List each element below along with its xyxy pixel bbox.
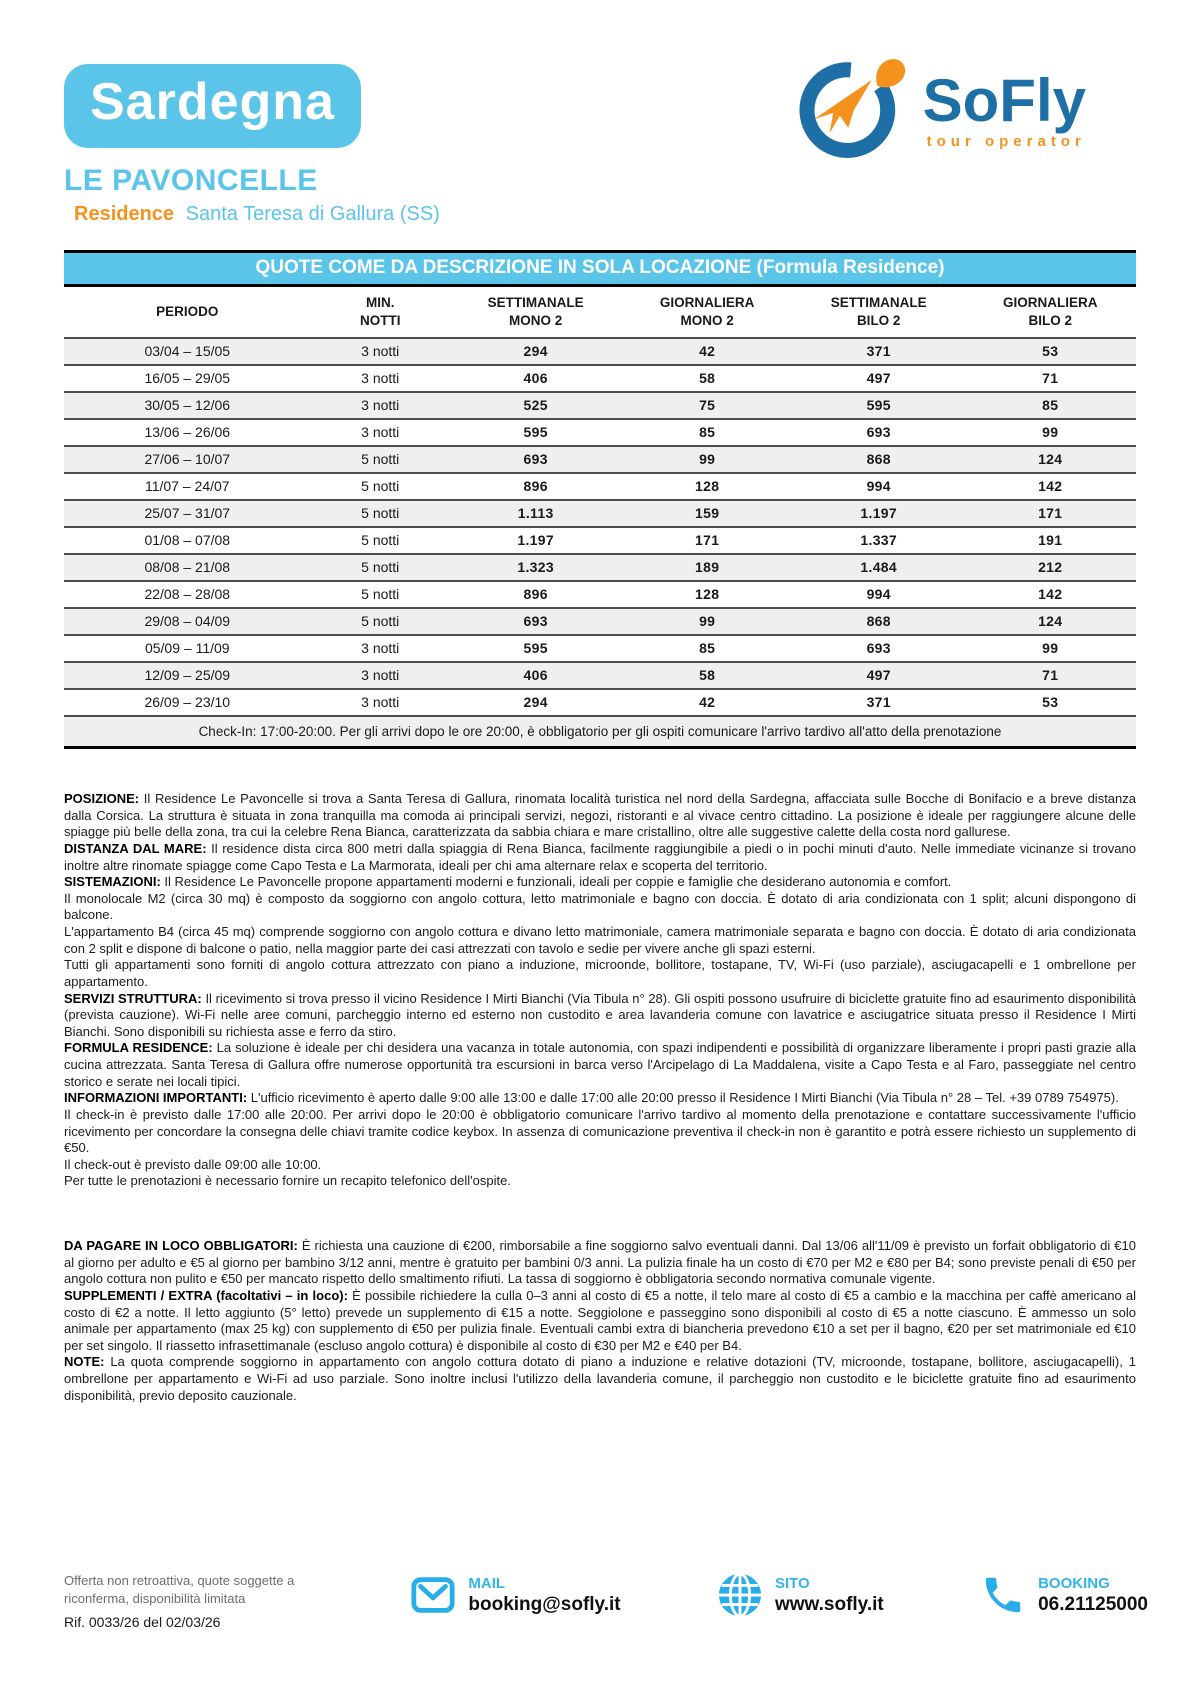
weekly-bilo2-cell: 371 <box>793 689 965 716</box>
weekly-bilo2-cell: 868 <box>793 446 965 473</box>
weekly-mono2-cell: 294 <box>450 338 622 365</box>
daily-bilo2-cell: 124 <box>964 446 1136 473</box>
site-value[interactable]: www.sofly.it <box>774 1593 884 1615</box>
description-paragraph: NOTE: La quota comprende soggiorno in appartamento con angolo cottura dotato di piano a induzione e relative dotazioni (TV, microonde, tostapane, bollitore, asciugacapelli), 1 ombrellone per appartamento e Wi-Fi ad uso parziale. Sono inoltre inclusi l'utilizzo della lavanderia comune, il parcheggio non custodito e le biciclette gratuite fino ad esaurimento disponibilità, previo deposito cauzionale. <box>64 1354 1136 1403</box>
property-subtitle <box>74 203 1136 226</box>
footer <box>64 1572 1148 1632</box>
daily-bilo2-cell: 99 <box>964 635 1136 662</box>
daily-mono2-cell: 189 <box>621 554 793 581</box>
period-cell: 12/09 – 25/09 <box>64 662 311 689</box>
weekly-mono2-cell: 294 <box>450 689 622 716</box>
description-paragraph: DISTANZA DAL MARE: Il residence dista circa 800 metri dalla spiaggia di Rena Bianca, facilmente raggiungibile a piedi o in pochi minuti d'auto. Nelle immediate vicinanze si trovano inoltre altre rinomate spiagge come Capo Testa e La Marmorata, ideali per chi ama alternare relax e scoperta del territorio. <box>64 840 1136 873</box>
contact-booking <box>980 1572 1148 1618</box>
weekly-bilo2-cell: 994 <box>793 581 965 608</box>
col-header-periodo: PERIODO <box>64 287 311 338</box>
description-paragraph: Il check-out è previsto dalle 09:00 alle 10:00. <box>64 1156 322 1172</box>
period-cell: 01/08 – 07/08 <box>64 527 311 554</box>
period-cell: 22/08 – 28/08 <box>64 581 311 608</box>
daily-mono2-cell: 58 <box>621 662 793 689</box>
weekly-mono2-cell: 1.197 <box>450 527 622 554</box>
daily-bilo2-cell: 171 <box>964 500 1136 527</box>
description-block-b <box>64 1238 1136 1404</box>
footer-note <box>64 1572 314 1632</box>
period-cell: 05/09 – 11/09 <box>64 635 311 662</box>
min-nights-cell: 3 notti <box>311 689 450 716</box>
table-row <box>64 338 1136 365</box>
daily-mono2-cell: 42 <box>621 338 793 365</box>
min-nights-cell: 5 notti <box>311 446 450 473</box>
logo-name: SoFly <box>922 67 1086 134</box>
property-type: Residence <box>74 203 175 225</box>
price-table <box>64 287 1136 749</box>
col-header-settimanale-mono2: SETTIMANALE MONO 2 <box>450 287 622 338</box>
offer-note: Offerta non retroattiva, quote soggette a riconferma, disponibilità limitata <box>64 1573 295 1606</box>
table-row <box>64 392 1136 419</box>
min-nights-cell: 5 notti <box>311 554 450 581</box>
weekly-bilo2-cell: 1.484 <box>793 554 965 581</box>
table-row <box>64 662 1136 689</box>
description-paragraph: SISTEMAZIONI: Il Residence Le Pavoncelle propone appartamenti moderni e funzionali, ideali per coppie e famiglie che desiderano autonomia e comfort. <box>64 874 952 890</box>
table-row <box>64 554 1136 581</box>
daily-bilo2-cell: 53 <box>964 689 1136 716</box>
daily-mono2-cell: 128 <box>621 581 793 608</box>
weekly-mono2-cell: 693 <box>450 446 622 473</box>
description-block-a <box>64 791 1136 1190</box>
table-row <box>64 365 1136 392</box>
daily-mono2-cell: 99 <box>621 446 793 473</box>
table-row <box>64 446 1136 473</box>
destination-badge <box>64 64 361 148</box>
contact-mail <box>410 1572 620 1618</box>
weekly-mono2-cell: 595 <box>450 419 622 446</box>
period-cell: 29/08 – 04/09 <box>64 608 311 635</box>
price-table-section <box>64 250 1136 749</box>
table-row <box>64 581 1136 608</box>
price-table-body <box>64 338 1136 716</box>
mail-label: MAIL <box>468 1574 506 1592</box>
description-paragraph: Tutti gli appartamenti sono forniti di angolo cottura attrezzato con piano a induzione, microonde, bollitore, tostapane, TV, Wi-Fi (uso parziale), asciugacapelli e 1 ombrellone per appartamento. <box>64 957 1136 989</box>
reference-number: Rif. 0033/26 del 02/03/26 <box>64 1614 221 1631</box>
table-row <box>64 635 1136 662</box>
property-name: LE PAVONCELLE <box>64 164 318 197</box>
period-cell: 26/09 – 23/10 <box>64 689 311 716</box>
daily-mono2-cell: 42 <box>621 689 793 716</box>
weekly-bilo2-cell: 1.337 <box>793 527 965 554</box>
min-nights-cell: 3 notti <box>311 365 450 392</box>
daily-mono2-cell: 58 <box>621 365 793 392</box>
period-cell: 13/06 – 26/06 <box>64 419 311 446</box>
weekly-mono2-cell: 595 <box>450 635 622 662</box>
weekly-bilo2-cell: 595 <box>793 392 965 419</box>
weekly-mono2-cell: 1.323 <box>450 554 622 581</box>
daily-mono2-cell: 171 <box>621 527 793 554</box>
col-header-min-notti: MIN. NOTTI <box>311 287 450 338</box>
description-paragraph: INFORMAZIONI IMPORTANTI: L'ufficio ricevimento è aperto dalle 9:00 alle 13:00 e dalle 17:00 alle 20:00 presso il Residence I Mirti Bianchi (Via Tibula n° 28 – Tel. +39 0789 754975). <box>64 1090 1119 1106</box>
weekly-bilo2-cell: 693 <box>793 419 965 446</box>
min-nights-cell: 3 notti <box>311 662 450 689</box>
weekly-mono2-cell: 406 <box>450 662 622 689</box>
description-paragraph: Per tutte le prenotazioni è necessario fornire un recapito telefonico dell'ospite. <box>64 1173 511 1189</box>
weekly-bilo2-cell: 693 <box>793 635 965 662</box>
destination-label: Sardegna <box>90 73 335 131</box>
period-cell: 11/07 – 24/07 <box>64 473 311 500</box>
min-nights-cell: 3 notti <box>311 338 450 365</box>
weekly-mono2-cell: 896 <box>450 581 622 608</box>
table-row <box>64 473 1136 500</box>
period-cell: 25/07 – 31/07 <box>64 500 311 527</box>
mail-icon <box>410 1572 456 1618</box>
price-table-title: QUOTE COME DA DESCRIZIONE IN SOLA LOCAZIONE (Formula Residence) <box>64 250 1136 287</box>
table-row <box>64 500 1136 527</box>
daily-mono2-cell: 75 <box>621 392 793 419</box>
daily-mono2-cell: 128 <box>621 473 793 500</box>
min-nights-cell: 5 notti <box>311 608 450 635</box>
weekly-bilo2-cell: 994 <box>793 473 965 500</box>
sofly-plane-icon <box>791 50 913 172</box>
daily-bilo2-cell: 142 <box>964 581 1136 608</box>
col-header-giornaliera-bilo2: GIORNALIERA BILO 2 <box>964 287 1136 338</box>
daily-bilo2-cell: 85 <box>964 392 1136 419</box>
globe-icon <box>717 1572 763 1618</box>
period-cell: 27/06 – 10/07 <box>64 446 311 473</box>
header <box>64 0 1136 226</box>
description-paragraph: L'appartamento B4 (circa 45 mq) comprende soggiorno con angolo cottura e divano letto matrimoniale, camera matrimoniale separata e bagno con doccia. È dotato di aria condizionata con 2 split e dispone di balcone o patio, nella maggior parte dei casi attrezzati con tavolo e sedie per vivere anche gli spazi esterni. <box>64 924 1136 956</box>
contact-site <box>717 1572 884 1618</box>
weekly-bilo2-cell: 497 <box>793 365 965 392</box>
description-paragraph: Il check-in è previsto dalle 17:00 alle 20:00. Per arrivi dopo le 20:00 è obbligatorio comunicare l'arrivo tardivo al momento della prenotazione e contattare successivamente l'ufficio ricevimento per concordare la consegna delle chiavi tramite codice keybox. In assenza di comunicazione preventiva il check-in non è garantito e potrà essere richiesto un supplemento di €50. <box>64 1106 1136 1156</box>
table-row <box>64 689 1136 716</box>
period-cell: 30/05 – 12/06 <box>64 392 311 419</box>
booking-value[interactable]: 06.21125000 <box>1038 1593 1148 1615</box>
logo-tagline: tour operator <box>926 133 1086 150</box>
description-paragraph: Il monolocale M2 (circa 30 mq) è composto da soggiorno con angolo cottura, letto matrimoniale e bagno con doccia. È dotato di aria condizionata con 1 split; alcuni dispongono di balcone. <box>64 890 1136 923</box>
min-nights-cell: 5 notti <box>311 500 450 527</box>
description-paragraph: SUPPLEMENTI / EXTRA (facoltativi – in loco): È possibile richiedere la culla 0–3 anni al costo di €5 a notte, il telo mare al costo di €5 a cambio e la macchina per caffè americano al costo di €2 a notte. Il letto aggiunto (5° letto) prevede un supplemento di €15 a notte. Seggiolone e passeggino sono disponibili al costo di €5 a notte ciascuno. È ammesso un solo animale per appartamento (max 25 kg) con supplemento di €50 per pulizia finale. Eventuali cambi extra di biancheria prevedono €10 a set per il bagno, €20 per set matrimoniale ed €10 per set singolo. Il riassetto infrasettimanale (escluso angolo cottura) è disponibile al costo di €30 per M2 e €40 per B4. <box>64 1287 1136 1353</box>
min-nights-cell: 3 notti <box>311 419 450 446</box>
daily-bilo2-cell: 142 <box>964 473 1136 500</box>
daily-bilo2-cell: 71 <box>964 365 1136 392</box>
daily-mono2-cell: 85 <box>621 419 793 446</box>
table-row <box>64 608 1136 635</box>
min-nights-cell: 5 notti <box>311 527 450 554</box>
price-table-header <box>64 287 1136 338</box>
weekly-bilo2-cell: 868 <box>793 608 965 635</box>
description-paragraph: DA PAGARE IN LOCO OBBLIGATORI: È richiesta una cauzione di €200, rimborsabile a fine soggiorno salvo eventuali danni. Dal 13/06 all'11/09 è previsto un forfait obbligatorio di €10 al giorno per adulto e €5 al giorno per bambino 3/12 anni, mentre è gratuito per bambini 0/3 anni. La pulizia finale ha un costo di €70 per M2 e €80 per B4; sono previste penali di €50 per angolo cottura non pulito e €50 per mancato rispetto dello smaltimento rifiuti. La tassa di soggiorno è obbligatoria secondo normativa comunale vigente. <box>64 1238 1136 1287</box>
daily-bilo2-cell: 124 <box>964 608 1136 635</box>
weekly-mono2-cell: 525 <box>450 392 622 419</box>
daily-mono2-cell: 99 <box>621 608 793 635</box>
phone-icon <box>980 1572 1026 1618</box>
sofly-logo <box>791 50 1086 172</box>
daily-bilo2-cell: 99 <box>964 419 1136 446</box>
period-cell: 03/04 – 15/05 <box>64 338 311 365</box>
checkin-note: Check-In: 17:00-20:00. Per gli arrivi dopo le ore 20:00, è obbligatorio per gli ospiti comunicare l'arrivo tardivo all'atto della prenotazione <box>64 716 1136 748</box>
min-nights-cell: 3 notti <box>311 635 450 662</box>
min-nights-cell: 5 notti <box>311 581 450 608</box>
daily-bilo2-cell: 53 <box>964 338 1136 365</box>
checkin-note-row <box>64 716 1136 748</box>
col-header-giornaliera-mono2: GIORNALIERA MONO 2 <box>621 287 793 338</box>
logo-text <box>922 67 1086 150</box>
weekly-bilo2-cell: 497 <box>793 662 965 689</box>
weekly-bilo2-cell: 371 <box>793 338 965 365</box>
daily-mono2-cell: 85 <box>621 635 793 662</box>
weekly-mono2-cell: 693 <box>450 608 622 635</box>
description-paragraph: POSIZIONE: Il Residence Le Pavoncelle si trova a Santa Teresa di Gallura, rinomata località turistica nel nord della Sardegna, affacciata sulle Bocche di Bonifacio e a breve distanza dalla Corsica. La struttura è situata in zona tranquilla ma comoda ai principali servizi, negozi, ristoranti e al vivace centro cittadino. La posizione è ideale per raggiungere alcune delle spiagge più belle della zona, tra cui la celebre Rena Bianca, caratterizzata da sabbia chiara e mare cristallino, oltre alle suggestive calette della costa nord gallurese. <box>64 791 1136 840</box>
table-row <box>64 527 1136 554</box>
site-label: SITO <box>774 1574 810 1592</box>
description-paragraph: SERVIZI STRUTTURA: Il ricevimento si trova presso il vicino Residence I Mirti Bianchi (Via Tibula n° 28). Gli ospiti possono usufruire di biciclette gratuite fino ad esaurimento disponibilità (prevista cauzione). Wi-Fi nelle aree comuni, parcheggio interno ed esterno non custodito e area lavanderia comune con lavatrice e asciugatrice situata presso il Residence I Mirti Bianchi. Sono disponibili su richiesta asse e ferro da stiro. <box>64 990 1136 1039</box>
table-row <box>64 419 1136 446</box>
daily-bilo2-cell: 71 <box>964 662 1136 689</box>
min-nights-cell: 3 notti <box>311 392 450 419</box>
col-header-settimanale-bilo2: SETTIMANALE BILO 2 <box>793 287 965 338</box>
property-location: Santa Teresa di Gallura (SS) <box>185 203 440 225</box>
daily-mono2-cell: 159 <box>621 500 793 527</box>
weekly-mono2-cell: 406 <box>450 365 622 392</box>
period-cell: 16/05 – 29/05 <box>64 365 311 392</box>
weekly-mono2-cell: 896 <box>450 473 622 500</box>
mail-value[interactable]: booking@sofly.it <box>468 1593 621 1615</box>
daily-bilo2-cell: 212 <box>964 554 1136 581</box>
description-paragraph: FORMULA RESIDENCE: La soluzione è ideale per chi desidera una vacanza in totale autonomia, con spazi indipendenti e possibilità di organizzare liberamente i propri pasti grazie alla cucina attrezzata. Santa Teresa di Gallura offre numerose opportunità tra escursioni in barca verso l'Arcipelago di La Maddalena, visite a Capo Testa e al Faro, passeggiate nel centro storico e serate nei locali tipici. <box>64 1040 1136 1089</box>
period-cell: 08/08 – 21/08 <box>64 554 311 581</box>
min-nights-cell: 5 notti <box>311 473 450 500</box>
weekly-mono2-cell: 1.113 <box>450 500 622 527</box>
booking-label: BOOKING <box>1038 1574 1110 1592</box>
daily-bilo2-cell: 191 <box>964 527 1136 554</box>
weekly-bilo2-cell: 1.197 <box>793 500 965 527</box>
